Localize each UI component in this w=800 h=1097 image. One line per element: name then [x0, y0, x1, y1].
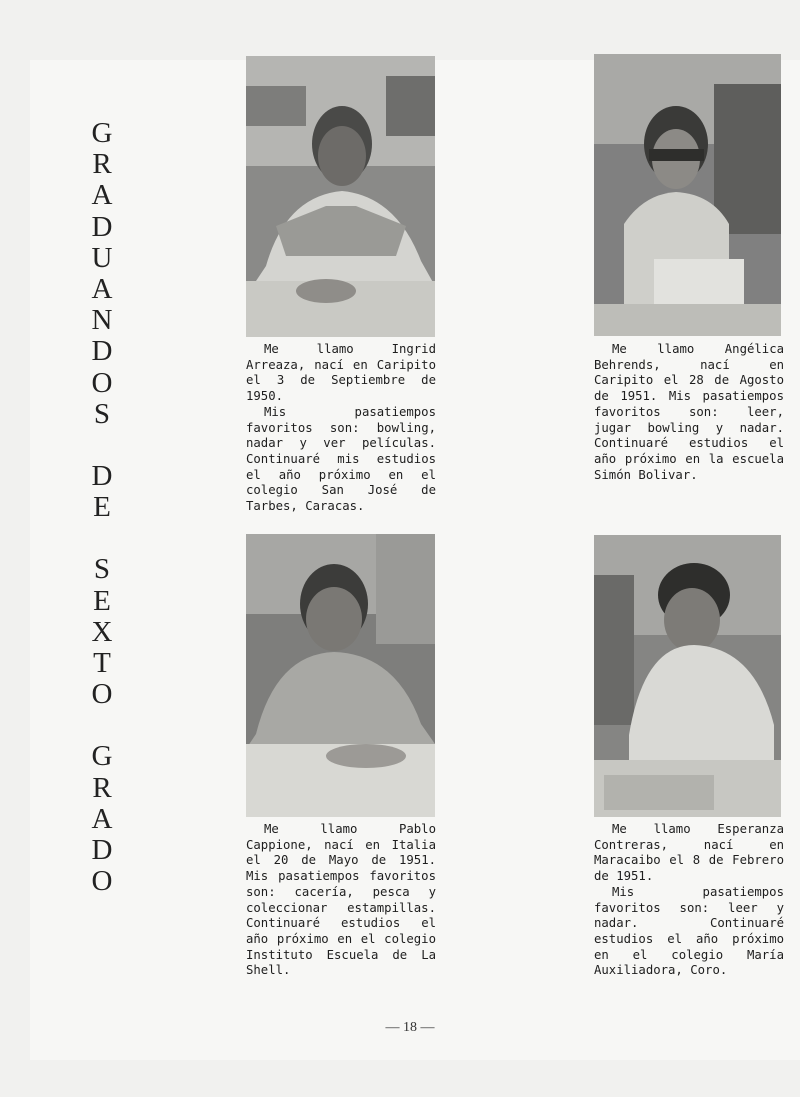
caption-1-paragraph-1: Me llamo Ingrid Arreaza, nací en Caripito el 3 de Septiembre de 1950. [246, 342, 436, 404]
caption-4-paragraph-2: Mis pasatiempos favoritos son: leer y nadar. Continuaré estudios el año próximo en el colegio María Auxiliadora, Coro. [594, 884, 784, 978]
caption-1-paragraph-2: Mis pasatiempos favoritos son: bowling, nadar y ver películas. Continuaré mis estudios el año próximo en el colegio San José de Tarbes, Caracas. [246, 404, 436, 514]
title-letter: D [91, 335, 113, 368]
title-letter: O [91, 366, 113, 399]
title-letter: D [91, 210, 113, 243]
title-letter: R [92, 148, 112, 181]
title-letter: S [93, 397, 111, 430]
title-letter: A [91, 802, 113, 835]
title-letter: U [91, 241, 113, 274]
caption-2-paragraph-1: Me llamo Angélica Behrends, nací en Caripito el 28 de Agosto de 1951. Mis pasatiempos favoritos son: leer, jugar bowling y nadar. Continuaré estudios el año próximo en la escuela Simón Bolivar. [594, 342, 784, 482]
title-letter: E [93, 491, 111, 524]
student-caption-4 [594, 822, 784, 979]
title-letter: A [91, 273, 113, 306]
student-caption-2 [594, 342, 784, 483]
title-letter: S [93, 553, 111, 586]
student-photo-3 [246, 534, 435, 817]
title-letter: G [91, 117, 113, 149]
title-letter: D [91, 460, 113, 493]
student-photo-1 [246, 56, 435, 337]
vertical-title [78, 118, 126, 897]
title-letter: D [91, 834, 113, 867]
title-word [78, 741, 126, 897]
title-letter: O [91, 865, 113, 898]
student-caption-3 [246, 822, 436, 979]
title-word-gap [78, 430, 126, 461]
page-number: — 18 — [385, 1020, 435, 1035]
title-word [78, 554, 126, 710]
student-photo-2 [594, 54, 781, 336]
title-letter: E [93, 584, 111, 617]
title-letter: G [91, 740, 113, 773]
student-photo-4 [594, 535, 781, 817]
student-caption-1 [246, 342, 436, 515]
title-letter: X [91, 615, 113, 648]
title-word-gap [78, 710, 126, 741]
title-letter: N [91, 304, 113, 337]
title-letter: R [92, 771, 112, 804]
title-word-gap [78, 523, 126, 554]
title-letter: A [91, 179, 113, 212]
title-word [78, 118, 126, 430]
caption-4-paragraph-1: Me llamo Esperanza Contreras, nací en Maracaibo el 8 de Febrero de 1951. [594, 822, 784, 884]
caption-3-paragraph-1: Me llamo Pablo Cappione, nací en Italia el 20 de Mayo de 1951. Mis pasatiempos favoritos son: cacería, pesca y coleccionar estampillas. Continuaré estudios el año próximo en el colegio Instituto Escuela de La Shell. [246, 822, 436, 978]
title-letter: T [93, 647, 111, 680]
title-letter: O [91, 678, 113, 711]
title-word [78, 461, 126, 523]
